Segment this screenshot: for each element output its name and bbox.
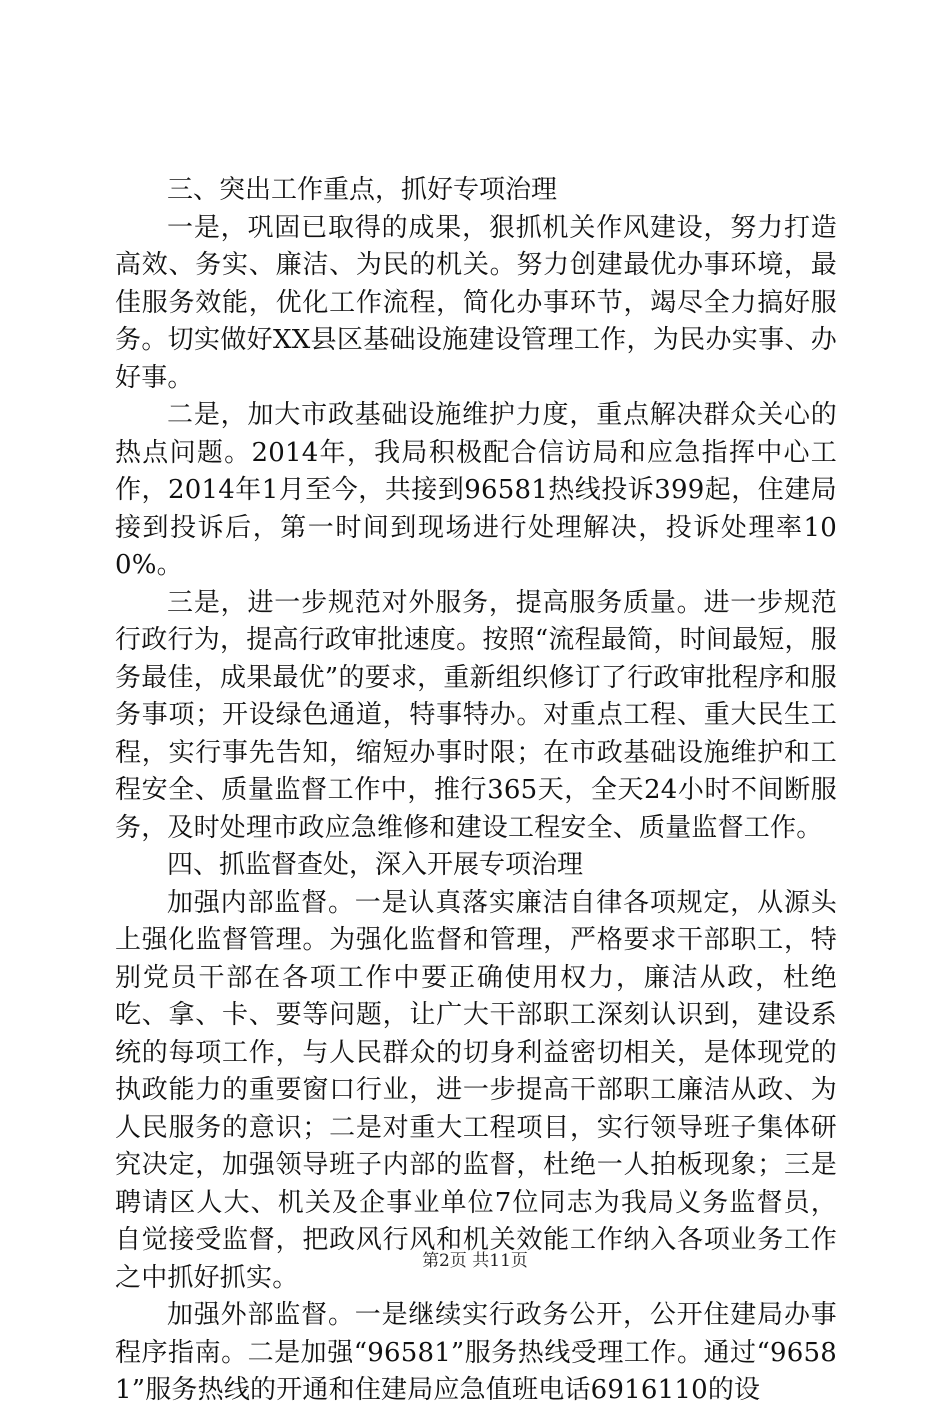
page-footer: 第2页 共11页: [422, 1251, 528, 1271]
paragraph-internal-supervision: 加强内部监督。一是认真落实廉洁自律各项规定，从源头上强化监督管理。为强化监督和管理，严格要求干部职工，特别党员干部在各项工作中要正确使用权力，廉洁从政，杜绝吃、拿、卡、要等问题，让广大干部职工深刻认识到，建设系统的每项工作，与人民群众的切身利益密切相关，是体现党的执政能力的重要窗口行业，进一步提高干部职工廉洁从政、为人民服务的意识；二是对重大工程项目，实行领导班子集体研究决定，加强领导班子内部的监督，杜绝一人拍板现象；三是聘请区人大、机关及企事业单位7位同志为我局义务监督员，自觉接受监督，把政风行风和机关效能工作纳入各项业务工作之中抓好抓实。: [115, 887, 837, 1293]
section-heading-3: 三、突出工作重点，抓好专项治理: [167, 175, 558, 205]
paragraph-standardize-services: 三是，进一步规范对外服务，提高服务质量。进一步规范行政行为，提高行政审批速度。按照“流程最简，时间最短，服务最佳，成果最优”的要求，重新组织修订了行政审批程序和服务事项；开设绿色通道，特事特办。对重点工程、重大民生工程，实行事先告知，缩短办事时限；在市政基础设施维护和工程安全、质量监督工作中，推行365天，全天24小时不间断服务，及时处理市政应急维修和建设工程安全、质量监督工作。: [115, 587, 837, 843]
paragraph-consolidate-results: 一是，巩固已取得的成果，狠抓机关作风建设，努力打造高效、务实、廉洁、为民的机关。努力创建最优办事环境，最佳服务效能，优化工作流程，简化办事环节，竭尽全力搞好服务。切实做好XX县区基础设施建设管理工作，为民办实事、办好事。: [115, 212, 837, 393]
paragraph-infrastructure-maintenance: 二是，加大市政基础设施维护力度，重点解决群众关心的热点问题。2014年，我局积极配合信访局和应急指挥中心工作，2014年1月至今，共接到96581热线投诉399起，住建局接到投诉后，第一时间到现场进行处理解决，投诉处理率100%。: [115, 400, 837, 580]
paragraph-external-supervision: 加强外部监督。一是继续实行政务公开，公开住建局办事程序指南。二是加强“96581”服务热线受理工作。通过“96581”服务热线的开通和住建局应急值班电话6916110的设: [115, 1300, 837, 1405]
document-body: [115, 172, 837, 1410]
section-heading-4: 四、抓监督查处，深入开展专项治理: [167, 850, 584, 880]
